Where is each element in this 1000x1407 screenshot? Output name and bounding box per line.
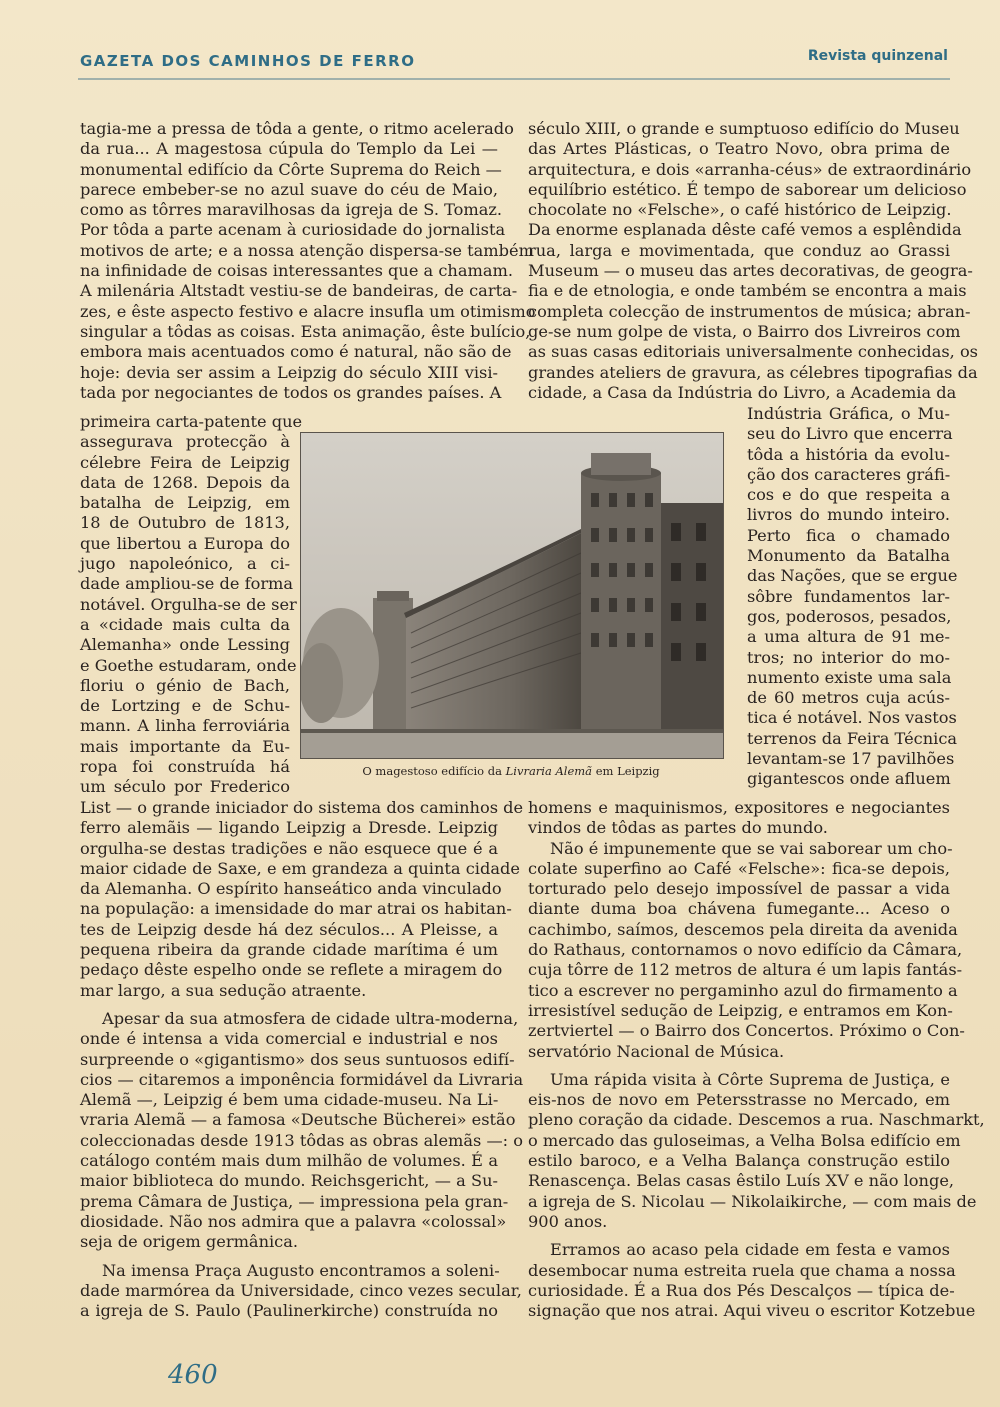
left-paragraph-3 bbox=[80, 1260, 522, 1322]
text-line: ferro alemãis — ligando Leipzig a Dresde. Leipzig bbox=[80, 818, 498, 838]
text-line: fia e de etnologia, e onde também se encontra a mais bbox=[528, 281, 967, 301]
text-line: tica é notável. Nos vastos bbox=[747, 708, 957, 728]
text-line: numento existe uma sala bbox=[747, 667, 952, 687]
text-line: vraria Alemã — a famosa «Deutsche Bücherei» estão bbox=[80, 1110, 516, 1130]
text-line: jugo napoleónico, a ci- bbox=[80, 554, 290, 574]
text-line: terrenos da Feira Técnica bbox=[747, 728, 958, 748]
text-line: dade marmórea da Universidade, cinco vezes secular, bbox=[80, 1280, 522, 1300]
text-line: cuja tôrre de 112 metros de altura é um lapis fantás- bbox=[528, 960, 963, 980]
magazine-title: GAZETA DOS CAMINHOS DE FERRO bbox=[80, 52, 416, 70]
photo-caption bbox=[300, 764, 722, 778]
text-line: Museum — o museu das artes decorativas, de geogra- bbox=[528, 261, 973, 281]
text-line: um século por Frederico bbox=[80, 777, 290, 797]
text-line: equilíbrio estético. É tempo de saborear um delicioso bbox=[528, 179, 967, 199]
text-line: cachimbo, saímos, descemos pela direita da avenida bbox=[528, 919, 958, 939]
text-line: tros; no interior do mo- bbox=[747, 647, 950, 667]
text-line: singular a tôdas as coisas. Esta animação, êste bulício, bbox=[80, 321, 531, 341]
text-line: Monumento da Batalha bbox=[747, 546, 950, 566]
text-line: 900 anos. bbox=[528, 1211, 608, 1231]
text-line: Perto fica o chamado bbox=[747, 525, 950, 545]
left-column-bottom bbox=[80, 798, 524, 1321]
text-line: hoje: devia ser assim a Leipzig do século XIII visi- bbox=[80, 362, 498, 382]
right-paragraph-1-bottom bbox=[528, 798, 950, 839]
caption-prefix: O magestoso edifício da bbox=[362, 764, 506, 778]
text-line: da Alemanha. O espírito hanseático anda vinculado bbox=[80, 879, 502, 899]
text-line: Não é impunemente que se vai saborear um cho- bbox=[550, 838, 953, 858]
text-line: mar largo, a sua sedução atraente. bbox=[80, 980, 367, 1000]
text-line: livros do mundo inteiro. bbox=[747, 505, 950, 525]
text-line: Indústria Gráfica, o Mu- bbox=[747, 404, 950, 423]
text-line: ropa foi construída há bbox=[80, 757, 290, 777]
text-line: data de 1268. Depois da bbox=[80, 472, 290, 492]
text-line: curiosidade. É a Rua dos Pés Descalços — típica de- bbox=[528, 1280, 955, 1300]
text-line: a uma altura de 91 me- bbox=[747, 627, 950, 647]
text-line: tico a escrever no pergaminho azul do firmamento a bbox=[528, 980, 958, 1000]
text-line: da rua... A magestosa cúpula do Templo da Lei — bbox=[80, 139, 498, 159]
text-line: primeira carta-patente que bbox=[80, 412, 303, 431]
text-line: estilo baroco, e a Velha Balança construção estilo bbox=[528, 1151, 950, 1171]
text-line: gos, poderosos, pesados, bbox=[747, 606, 952, 626]
text-line: tagia-me a pressa de tôda a gente, o ritmo acelerado bbox=[80, 119, 514, 138]
text-line: gigantescos onde afluem bbox=[747, 769, 951, 789]
magazine-subtitle: Revista quinzenal bbox=[807, 48, 948, 64]
text-line: as suas casas editoriais universalmente conhecidas, os bbox=[528, 342, 978, 362]
text-line: irresistível sedução de Leipzig, e entramos em Kon- bbox=[528, 1000, 953, 1020]
text-line: Erramos ao acaso pela cidade em festa e vamos bbox=[550, 1240, 950, 1260]
left-column-top bbox=[80, 119, 536, 403]
text-line: pequena ribeira da grande cidade marítima é um bbox=[80, 940, 498, 960]
text-line: parece embeber-se no azul suave do céu de Maio, bbox=[80, 179, 498, 199]
text-line: prema Câmara de Justiça, — impressiona pela gran- bbox=[80, 1191, 509, 1211]
text-line: maior cidade de Saxe, e em grandeza a quinta cidade bbox=[80, 858, 520, 878]
text-line: Apesar da sua atmosfera de cidade ultra-moderna, bbox=[102, 1008, 519, 1028]
text-line: de Lortzing e de Schu- bbox=[80, 696, 290, 716]
caption-italic: Livraria Alemã bbox=[505, 764, 593, 778]
text-line: a igreja de S. Nicolau — Nikolaikirche, — com mais de bbox=[528, 1191, 977, 1211]
text-line: colate superfino ao Café «Felsche»: fica-se depois, bbox=[528, 858, 950, 878]
text-line: cidade, a Casa da Indústria do Livro, a Academia da bbox=[528, 382, 957, 402]
text-line: a igreja de S. Paulo (Paulinerkirche) construída no bbox=[80, 1301, 498, 1321]
text-line: pedaço dêste espelho onde se reflete a miragem do bbox=[80, 960, 503, 980]
building-illustration bbox=[301, 433, 723, 758]
text-line: Da enorme esplanada dêste café vemos a esplêndida bbox=[528, 220, 962, 240]
text-line: notável. Orgulha-se de ser bbox=[80, 594, 297, 614]
text-line: eis-nos de novo em Petersstrasse no Mercado, em bbox=[528, 1090, 950, 1110]
left-column-narrow bbox=[80, 412, 303, 798]
right-paragraph-4 bbox=[528, 1240, 976, 1321]
text-line: Na imensa Praça Augusto encontramos a soleni- bbox=[102, 1260, 500, 1280]
text-line: grandes ateliers de gravura, as célebres tipografias da bbox=[528, 362, 978, 382]
text-line: e Goethe estudaram, onde bbox=[80, 655, 297, 675]
text-line: orgulha-se destas tradições e não esquece que é a bbox=[80, 838, 498, 858]
text-line: tes de Leipzig desde há dez séculos... A Pleisse, a bbox=[80, 919, 498, 939]
left-paragraph-1-bottom bbox=[80, 798, 524, 1001]
text-line: arquitectura, e dois «arranha-céus» de extraordinário bbox=[528, 159, 972, 179]
text-line: levantam-se 17 pavilhões bbox=[747, 749, 955, 769]
text-line: tôda a história da evolu- bbox=[747, 444, 950, 464]
caption-suffix: em Leipzig bbox=[592, 764, 660, 778]
text-line: célebre Feira de Leipzig bbox=[80, 452, 290, 472]
text-line: de 60 metros cuja acús- bbox=[747, 688, 950, 708]
text-line: completa colecção de instrumentos de música; abran- bbox=[528, 301, 971, 321]
text-line: coleccionadas desde 1913 tôdas as obras alemãs —: o bbox=[80, 1130, 524, 1150]
text-line: signação que nos atrai. Aqui viveu o escritor Kotzebue bbox=[528, 1301, 976, 1321]
text-line: mais importante da Eu- bbox=[80, 736, 290, 756]
right-column-top bbox=[528, 119, 978, 403]
left-paragraph-1-top bbox=[80, 119, 536, 403]
text-line: na infinidade de coisas interessantes que a chamam. bbox=[80, 261, 513, 281]
text-line: 18 de Outubro de 1813, bbox=[80, 513, 290, 533]
right-column-narrow bbox=[747, 404, 958, 790]
text-line: na população: a imensidade do mar atrai os habitan- bbox=[80, 899, 512, 919]
text-line: a «cidade mais culta da bbox=[80, 614, 290, 634]
text-line: catálogo contém mais dum milhão de volumes. É a bbox=[80, 1151, 498, 1171]
text-line: zertviertel — o Bairro dos Concertos. Próximo o Con- bbox=[528, 1021, 965, 1041]
text-line: Renascença. Belas casas êstilo Luís XV e não longe, bbox=[528, 1171, 955, 1191]
text-line: servatório Nacional de Música. bbox=[528, 1041, 785, 1061]
right-paragraph-3 bbox=[528, 1069, 985, 1232]
text-line: mann. A linha ferroviária bbox=[80, 716, 290, 736]
text-line: o mercado das guloseimas, a Velha Bolsa edifício em bbox=[528, 1130, 961, 1150]
text-line: floriu o génio de Bach, bbox=[80, 675, 290, 695]
text-line: Alemã —, Leipzig é bem uma cidade-museu. Na Li- bbox=[80, 1090, 499, 1110]
text-line: seja de origem germânica. bbox=[80, 1232, 299, 1252]
text-line: Por tôda a parte acenam à curiosidade do jornalista bbox=[80, 220, 506, 240]
text-line: século XIII, o grande e sumptuoso edifício do Museu bbox=[528, 119, 960, 138]
text-line: diosidade. Não nos admira que a palavra «colossal» bbox=[80, 1211, 507, 1231]
text-line: ção dos caracteres gráfi- bbox=[747, 464, 951, 484]
text-line: maior biblioteca do mundo. Reichsgericht, — a Su- bbox=[80, 1171, 498, 1191]
livraria-alema-photo bbox=[300, 432, 724, 759]
text-line: Uma rápida visita à Côrte Suprema de Justiça, e bbox=[550, 1069, 950, 1089]
header-divider bbox=[78, 78, 950, 80]
right-paragraph-2 bbox=[528, 838, 965, 1062]
text-line: seu do Livro que encerra bbox=[747, 424, 953, 444]
text-line: rua, larga e movimentada, que conduz ao Grassi bbox=[528, 240, 950, 260]
text-line: A milenária Altstadt vestiu-se de bandeiras, de carta- bbox=[80, 281, 518, 301]
text-line: surpreende o «gigantismo» dos seus suntuosos edifí- bbox=[80, 1049, 515, 1069]
text-line: tada por negociantes de todos os grandes países. A bbox=[80, 382, 502, 402]
text-line: diante duma boa chávena fumegante... Aceso o bbox=[528, 899, 950, 919]
text-line: embora mais acentuados como é natural, não são de bbox=[80, 342, 512, 362]
text-line: cos e do que respeita a bbox=[747, 485, 950, 505]
text-line: ge-se num golpe de vista, o Bairro dos Livreiros com bbox=[528, 321, 961, 341]
text-line: cios — citaremos a imponência formidável da Livraria bbox=[80, 1069, 524, 1089]
text-line: homens e maquinismos, expositores e negociantes bbox=[528, 798, 950, 817]
text-line: List — o grande iniciador do sistema dos caminhos de bbox=[80, 798, 524, 817]
text-line: motivos de arte; e a nossa atenção dispersa-se também bbox=[80, 240, 534, 260]
text-line: monumental edifício da Côrte Suprema do Reich — bbox=[80, 159, 502, 179]
text-line: do Rathaus, contornamos o novo edifício da Câmara, bbox=[528, 940, 963, 960]
right-paragraph-1-top bbox=[528, 119, 978, 403]
text-line: sôbre fundamentos lar- bbox=[747, 586, 950, 606]
page-number: 460 bbox=[168, 1360, 218, 1390]
text-line: vindos de tôdas as partes do mundo. bbox=[528, 818, 828, 838]
text-line: chocolate no «Felsche», o café histórico de Leipzig. bbox=[528, 200, 952, 220]
text-line: assegurava protecção à bbox=[80, 432, 290, 452]
text-line: como as tôrres maravilhosas da igreja de S. Tomaz. bbox=[80, 200, 503, 220]
left-paragraph-2 bbox=[80, 1008, 524, 1253]
text-line: torturado pelo desejo impossível de passar a vida bbox=[528, 879, 950, 899]
text-line: zes, e êste aspecto festivo e alacre insufla um otimismo bbox=[80, 301, 536, 321]
text-line: desembocar numa estreita ruela que chama a nossa bbox=[528, 1260, 956, 1280]
right-paragraph-1-narrow bbox=[747, 404, 958, 790]
right-column-bottom bbox=[528, 798, 985, 1321]
text-line: pleno coração da cidade. Descemos a rua. Naschmarkt, bbox=[528, 1110, 985, 1130]
text-line: que libertou a Europa do bbox=[80, 533, 290, 553]
text-line: das Nações, que se ergue bbox=[747, 566, 958, 586]
text-line: onde é intensa a vida comercial e industrial e nos bbox=[80, 1029, 498, 1049]
text-line: das Artes Plásticas, o Teatro Novo, obra prima de bbox=[528, 139, 950, 159]
text-line: dade ampliou-se de forma bbox=[80, 574, 294, 594]
text-line: batalha de Leipzig, em bbox=[80, 493, 290, 513]
text-line: Alemanha» onde Lessing bbox=[80, 635, 290, 655]
left-paragraph-1-narrow bbox=[80, 412, 303, 798]
